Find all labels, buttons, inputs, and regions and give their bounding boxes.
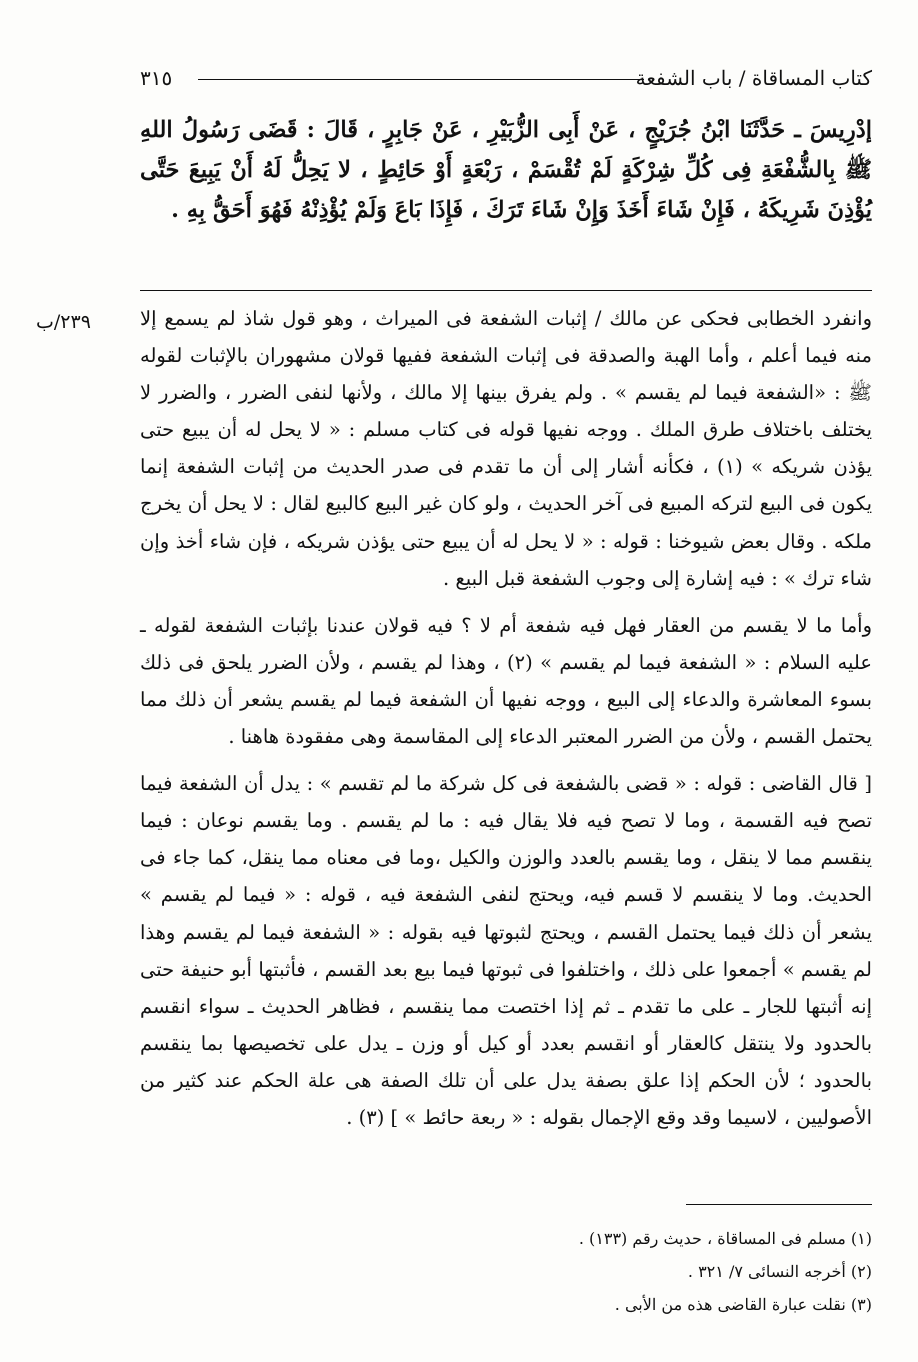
commentary-paragraph: وانفرد الخطابى فحكى عن مالك / إثبات الشفعة فى الميراث ، وهو قول شاذ لم يسمع إلا منه فيما أعلم ، وأما الهبة والصدقة فى إثبات الشفعة ففيها قولان مشهوران بالإثبات لقوله ﷺ : «الشفعة فيما لم يقسم » . ولم يفرق بينها إلا مالك ، ولأنها لنفى الضرر ، والضرر لا يختلف باختلاف طرق الملك . ووجه نفيها قوله فى كتاب مسلم : « لا يحل له أن يبيع حتى يؤذن شريكه » (١) ، فكأنه أشار إلى أن ما تقدم فى صدر الحديث من إثبات الشفعة إنما يكون فى البيع لتركه المبيع فى آخر الحديث ، ولو كان غير البيع كالبيع لقال : لا يحل أن يخرج ملكه . وقال بعض شيوخنا : قوله : « لا يحل له أن يبيع حتى يؤذن شريكه ، فإن شاء أخذ وإن شاء ترك » : فيه إشارة إلى وجوب الشفعة قبل البيع .	[140, 307, 872, 590]
footnotes	[140, 1222, 872, 1321]
footnote: (١) مسلم فى المساقاة ، حديث رقم (١٣٣) .	[578, 1229, 872, 1248]
footnote-rule	[686, 1204, 872, 1205]
footnote: (٢) أخرجه النسائى ٧/ ٣٢١ .	[687, 1262, 872, 1281]
section-divider	[140, 290, 872, 291]
header-rule	[198, 79, 644, 80]
commentary-block	[140, 300, 872, 1136]
commentary-paragraph: وأما ما لا يقسم من العقار فهل فيه شفعة أم لا ؟ فيه قولان عندنا بإثبات الشفعة لقوله ـ عليه السلام : « الشفعة فيما لم يقسم » (٢) ، وهذا لم يقسم ، ولأن الضرر يلحق فى ذلك بسوء المعاشرة والدعاء إلى البيع ، ووجه نفيها أن الشفعة فيما لم يقسم يشعر أن ذلك مما يحتمل القسم ، ولأن من الضرر المعتبر الدعاء إلى المقاسمة وهى مفقودة هاهنا .	[140, 613, 872, 749]
hadith-text: إدْرِيسَ ـ حَدَّثَنَا ابْنُ جُرَيْجٍ ، عَنْ أَبِى الزُّبَيْرِ ، عَنْ جَابِرٍ ، قَالَ : قَضَى رَسُولُ اللهِ ﷺ بِالشُّفْعَةِ فِى كُلِّ شِرْكَةٍ لَمْ تُقْسَمْ ، رَبْعَةٍ أَوْ حَائِطٍ ، لا يَحِلُّ لَهُ أَنْ يَبِيعَ حَتَّى يُؤْذِنَ شَرِيكَهُ ، فَإِنْ شَاءَ أَخَذَ وَإِنْ شَاءَ تَرَكَ ، فَإِذَا بَاعَ وَلَمْ يُؤْذِنْهُ فَهُوَ أَحَقُّ بِهِ .	[140, 117, 872, 223]
manuscript-folio-marker: ٢٣٩/ب	[36, 311, 91, 333]
footnote: (٣) نقلت عبارة القاضى هذه من الأبى .	[614, 1295, 872, 1314]
running-header	[140, 64, 872, 96]
hadith-text-block	[140, 110, 872, 230]
commentary-paragraph: [ قال القاضى : قوله : « قضى بالشفعة فى كل شركة ما لم تقسم » : يدل أن الشفعة فيما تصح فيه القسمة ، وما لا تصح فيه فلا يقال فيه : ما لم يقسم . وما يقسم نوعان : فيما ينقسم مما لا ينقل ، وما يقسم بالعدد والوزن والكيل ،وما فى معناه مما ينقل، كما جاء فى الحديث. وما لا ينقسم لا قسم فيه، ويحتج لنفى الشفعة فيه ، قوله : « فيما لم يقسم » يشعر أن ذلك فيما يحتمل القسم ، ويحتج لثبوتها فيه بقوله : « الشفعة فيما لم يقسم وهذا لم يقسم » أجمعوا على ذلك ، واختلفوا فى ثبوتها فيما بيع بعد القسم ، فأثبتها أبو حنيفة حتى إنه أثبتها للجار ـ على ما تقدم ـ ثم إذا اختصت مما ينقسم ، فظاهر الحديث ـ سواء انقسم بالحدود ولا ينتقل كالعقار أو انقسم بعدد أو كيل أو وزن ـ يدل على تخصيصها بما ينقسم بالحدود ؛ لأن الحكم إذا علق بصفة يدل على أن تلك الصفة هى علة الحكم عند كثير من الأصوليين ، لاسيما وقد وقع الإجمال بقوله : « ربعة حائط » ] (٣) .	[140, 772, 873, 1129]
page-number: ٣١٥	[140, 66, 173, 90]
chapter-title: كتاب المساقاة / باب الشفعة	[635, 66, 872, 90]
